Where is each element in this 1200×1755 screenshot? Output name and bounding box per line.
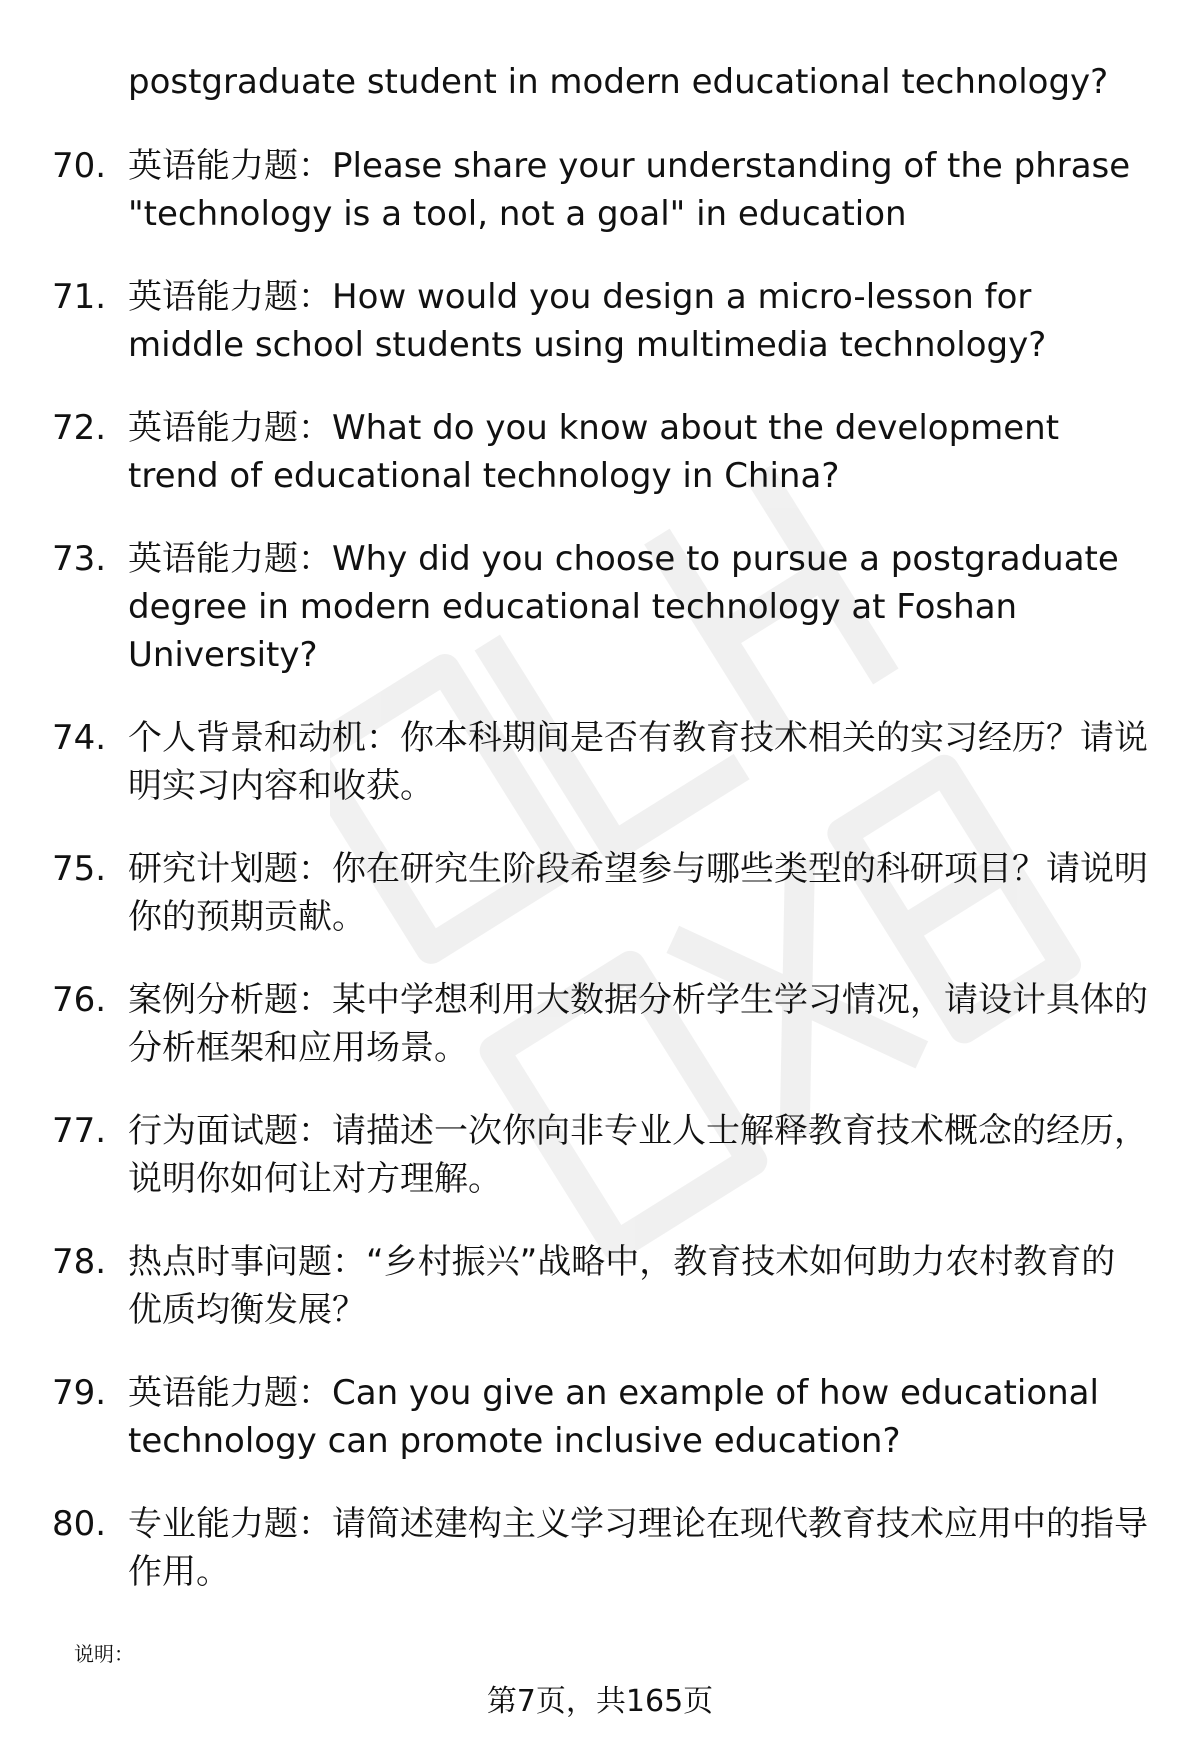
question-text: 英语能力题：How would you design a micro-lesson for middle school students using multimedia technology? xyxy=(128,277,1047,365)
question-item xyxy=(52,404,1162,500)
question-number: 72. xyxy=(52,408,107,448)
question-number: 71. xyxy=(52,277,107,317)
question-number: 80. xyxy=(52,1504,107,1544)
question-item xyxy=(52,1238,1162,1334)
question-item xyxy=(52,845,1162,941)
question-number: 73. xyxy=(52,539,107,579)
question-number: 77. xyxy=(52,1111,107,1151)
question-text: 研究计划题：你在研究生阶段希望参与哪些类型的科研项目？请说明你的预期贡献。 xyxy=(128,849,1148,937)
question-number: 70. xyxy=(52,146,107,186)
continued-question-text: postgraduate student in modern educational technology? xyxy=(128,62,1109,102)
question-item xyxy=(52,714,1162,810)
question-item xyxy=(52,976,1162,1072)
question-item xyxy=(52,1369,1162,1465)
question-text: 热点时事问题：“乡村振兴”战略中，教育技术如何助力农村教育的优质均衡发展？ xyxy=(128,1242,1116,1330)
question-list xyxy=(52,142,1162,1631)
question-number: 78. xyxy=(52,1242,107,1282)
question-item xyxy=(52,1107,1162,1203)
question-text: 英语能力题：Can you give an example of how educational technology can promote inclusive education? xyxy=(128,1373,1099,1461)
question-item xyxy=(52,535,1162,679)
question-text: 行为面试题：请描述一次你向非专业人士解释教育技术概念的经历，说明你如何让对方理解。 xyxy=(128,1111,1148,1199)
question-item xyxy=(52,273,1162,369)
question-number: 74. xyxy=(52,718,107,758)
note-label: 说明： xyxy=(74,1642,134,1666)
question-item xyxy=(52,1500,1162,1596)
question-text: 专业能力题：请简述建构主义学习理论在现代教育技术应用中的指导作用。 xyxy=(128,1504,1148,1592)
question-text: 英语能力题：What do you know about the development trend of educational technology in China? xyxy=(128,408,1060,496)
question-text: 英语能力题：Please share your understanding of the phrase "technology is a tool, not a goal" in education xyxy=(128,146,1131,234)
question-item xyxy=(52,142,1162,238)
question-text: 个人背景和动机：你本科期间是否有教育技术相关的实习经历？请说明实习内容和收获。 xyxy=(128,718,1148,806)
question-number: 76. xyxy=(52,980,107,1020)
question-number: 75. xyxy=(52,849,107,889)
question-text: 案例分析题：某中学想利用大数据分析学生学习情况，请设计具体的分析框架和应用场景。 xyxy=(128,980,1148,1068)
question-text: 英语能力题：Why did you choose to pursue a postgraduate degree in modern educational technology at Foshan University? xyxy=(128,539,1119,675)
page-footer: 第7页，共165页 xyxy=(486,1684,714,1719)
question-number: 79. xyxy=(52,1373,107,1413)
